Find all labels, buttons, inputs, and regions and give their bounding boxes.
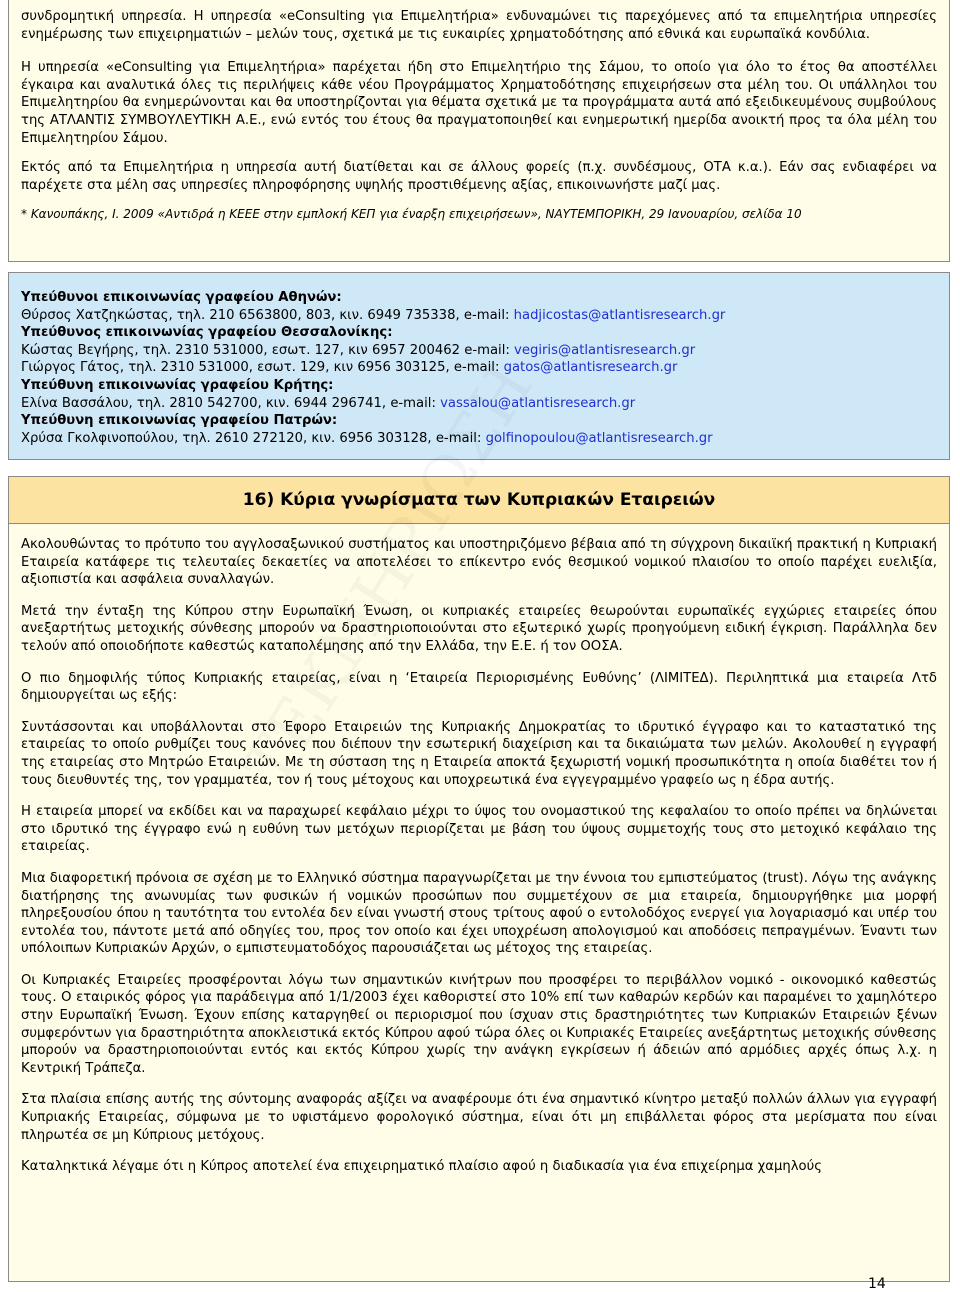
main-paragraph-2: Μετά την ένταξη της Κύπρου στην Ευρωπαϊκή Ένωση, οι κυπριακές εταιρείες θεωρούνται ευρωπαϊκές εγχώριες εταιρείες όπου ανεξαρτήτως μετοχικής σύνθεσης μπορούν να δραστηριοποιούνται στο εξωτερικό χωρίς προηγούμενη ειδική έγκριση. Παράλληλα δεν τελούν από οποιοδήποτε καθεστώς καταπολέμησης από την Ελλάδα, την Ε.Ε. ή τον ΟΟΣΑ. xyxy=(21,603,937,654)
intro-paragraph-1: συνδρομητική υπηρεσία. Η υπηρεσία «eConsulting για Επιμελητήρια» ενδυναμώνει τις παρεχόμενες από τα επιμελητήρια υπηρεσίες ενημέρωσης των επιχειρηματιών – μελών τους, σχετικά με τις ευκαιρίες χρηματοδότησης από εθνικά και ευρωπαϊκά κονδύλια. xyxy=(21,9,937,42)
thessaloniki-email-link-1[interactable]: vegiris@atlantisresearch.gr xyxy=(514,342,696,358)
athens-heading: Υπεύθυνοι επικοινωνίας γραφείου Αθηνών: xyxy=(21,290,342,305)
thessaloniki-contact-1: Κώστας Βεγήρης, τηλ. 2310 531000, εσωτ. 127, κιν 6957 200462 e-mail: xyxy=(21,342,515,358)
athens-contact: Θύρσος Χατζηκώστας, τηλ. 210 6563800, 803, κιν. 6949 735338, e-mail: xyxy=(21,307,514,323)
crete-contact: Ελίνα Βασσάλου, τηλ. 2810 542700, κιν. 6944 296741, e-mail: xyxy=(21,395,441,411)
crete-email-link[interactable]: vassalou@atlantisresearch.gr xyxy=(440,395,636,411)
section-title-bar xyxy=(8,476,950,524)
contacts-panel xyxy=(8,272,950,460)
main-paragraph-1: Ακολουθώντας το πρότυπο του αγγλοσαξωνικού συστήματος και υποστηριζόμενο βέβαια από τη σύγχρονη δικαιϊκή πρακτική η Κυπριακή Εταιρεία κατάφερε τις τελευταίες δεκαετίες να αποτελέσει το επίκεντρο ενός θεσμικού νομικού πλαισίου το οποίο παρέχει ευελιξία, αξιοπιστία και ασφάλεια συναλλαγών. xyxy=(21,537,937,588)
intro-paragraph-2: Η υπηρεσία «eConsulting για Επιμελητήρια» παρέχεται ήδη στο Επιμελητήριο της Σάμου, το οποίο για όλο το έτος θα αποστέλλει έγκαιρα και αναλυτικά όλες τις περιλήψεις κάθε νέου Προγράμματος Χρηματοδότησης επιχειρήσεων στα μέλη του. Οι υπάλληλοι του Επιμελητηρίου θα ενημερώνονται και θα υποστηρίζονται για θέματα σχετικά με τα προγράμματα αυτά από εξειδικευμένους συμβούλους της ΑΤΛΑΝΤΙΣ ΣΥΜΒΟΥΛΕΥΤΙΚΗ Α.Ε., ενώ εντός του έτους θα πραγματοποιηθεί και ενημερωτική ημερίδα ανοικτή προς τα όλα μέλη του Επιμελητηρίου Σάμου. xyxy=(21,60,937,146)
intro-panel xyxy=(8,0,950,262)
page-number: 14 xyxy=(868,1276,886,1292)
athens-email-link[interactable]: hadjicostas@atlantisresearch.gr xyxy=(513,307,726,323)
thessaloniki-email-link-2[interactable]: gatos@atlantisresearch.gr xyxy=(503,360,678,376)
thessaloniki-heading: Υπεύθυνος επικοινωνίας γραφείου Θεσσαλονίκης: xyxy=(21,325,393,341)
main-paragraph-4: Συντάσσονται και υποβάλλονται στο Έφορο Εταιρειών της Κυπριακής Δημοκρατίας το ιδρυτικό έγγραφο και το καταστατικό της εταιρείας το οποίο ρυθμίζει τους κανόνες που διέπουν την εσωτερική διαχείριση και τα δικαιώματα των μελών. Ακολουθεί η εγγραφή της εταιρείας στο Μητρώο Εταιρειών. Με τη σύσταση της η Εταιρεία αποκτά ξεχωριστή νομική προσωπικότητα η οποία διαθέτει τον ή τους διευθυντές της, τον γραμματέα, τον ή τους μέτοχους και υποχρεωτικά ένα εγγεγραμμένο γραφείο ως η έδρα αυτής. xyxy=(21,719,937,788)
main-paragraph-6: Μια διαφορετική πρόνοια σε σχέση με το Ελληνικό σύστημα παραγνωρίζεται με την έννοια του εμπιστεύματος (trust). Λόγω της ανάγκης διατήρησης της ανωνυμίας των φυσικών ή νομικών προσώπων που συμμετέχουν σε μια εταιρεία, δημιουργήθηκε μια μορφή πληρεξουσίου όπου η ταυτότητα του εντολέα δεν είναι γνωστή στους τρίτους αφού ο εντολοδόχος ενεργεί για λογαριασμό και υπέρ του εντολέα του, πάντοτε μετά από οδηγίες του, προς τον οποίο και έχει υποχρέωση απολογισμού και αποδόσεις πεπραγμένων. Έναντι των υπόλοιπων Κυπριακών Αρχών, ο εμπιστευματοδόχος παρουσιάζεται ως μέτοχος της εταιρείας. xyxy=(21,870,937,957)
intro-paragraph-3: Εκτός από τα Επιμελητήρια η υπηρεσία αυτή διατίθεται και σε άλλους φορείς (π.χ. συνδέσμους, ΟΤΑ κ.α.). Εάν σας ενδιαφέρει να παρέχετε στα μέλη σας υπηρεσίες πληροφόρησης υψηλής προστιθέμενης αξίας, επικοινωνήστε μαζί μας. xyxy=(21,160,937,193)
main-paragraph-8: Στα πλαίσια επίσης αυτής της σύντομης αναφοράς αξίζει να αναφέρουμε ότι ένα σημαντικό κίνητρο μεταξύ πολλών άλλων για εγγραφή Κυπριακής Εταιρείας, σύμφωνα με το υφιστάμενο φορολογικό σύστημα, είναι ότι μη επιβάλλεται φόρος στα μερίσματα που είναι πληρωτέα σε μη Κύπριους μετόχους. xyxy=(21,1092,937,1143)
section-title: 16) Κύρια γνωρίσματα των Κυπριακών Εταιρειών xyxy=(242,490,716,510)
patras-heading: Υπεύθυνη επικοινωνίας γραφείου Πατρών: xyxy=(21,413,338,429)
thessaloniki-contact-2: Γιώργος Γάτος, τηλ. 2310 531000, εσωτ. 129, κιν 6956 303125, e-mail: xyxy=(21,360,504,376)
main-content-panel xyxy=(8,524,950,1282)
main-paragraph-5: Η εταιρεία μπορεί να εκδίδει και να παραχωρεί κεφάλαιο μέχρι το ύψος του ονομαστικού της κεφαλαίου το οποίο πρέπει να δηλώνεται στο ιδρυτικό της έγγραφο ενώ η ευθύνη των μετόχων περιορίζεται με βάση του ύψους συμμετοχής τους στο μετοχικό κεφάλαιο της εταιρείας. xyxy=(21,804,937,855)
patras-contact: Χρύσα Γκολφινοπούλου, τηλ. 2610 272120, κιν. 6956 303128, e-mail: xyxy=(21,430,486,446)
main-paragraph-7: Οι Κυπριακές Εταιρείες προσφέρονται λόγω των σημαντικών κινήτρων που προσφέρει το περιβάλλον νομικό - οικονομικό καθεστώς τους. Ο εταιρικός φόρος για παράδειγμα από 1/1/2003 έχει καθοριστεί στο 10% επί των καθαρών κερδών και παραμένει το χαμηλότερο στην Ευρωπαϊκή Ένωση. Έχουν επίσης καταργηθεί οι περιορισμοί που ίσχυαν στις δραστηριότητες των Κυπριακών Εταιρειών ξένων συμφερόντων για δραστηριότητα αποκλειστικά εκτός Κύπρου αφού τώρα όλες οι Κυπριακές Εταιρείες ανεξάρτητως μετοχικής σύνθεσης μπορούν να δραστηριοποιούνται εντός και εκτός Κύπρου χωρίς την ανάγκη εγκρίσεων ή άδειών από αρμόδιες αρχές όπως λ.χ. η Κεντρική Τράπεζα. xyxy=(21,972,937,1076)
patras-email-link[interactable]: golfinopoulou@atlantisresearch.gr xyxy=(485,430,713,446)
footnote-reference: * Κανουπάκης, Ι. 2009 «Αντιδρά η ΚΕΕΕ στην εμπλοκή ΚΕΠ για έναρξη επιχειρήσεων», ΝΑΥΤΕΜΠΟΡΙΚΗ, 29 Ιανουαρίου, σελίδα 10 xyxy=(21,207,802,222)
main-paragraph-3: Ο πιο δημοφιλής τύπος Κυπριακής εταιρείας, είναι η ‘Εταιρεία Περιορισμένης Ευθύνης’ (ΛΙΜΙΤΕΔ). Περιληπτικά μια εταιρεία Λτδ δημιουργείται ως εξής: xyxy=(21,670,937,704)
main-paragraph-9: Καταληκτικά λέγαμε ότι η Κύπρος αποτελεί ένα επιχειρηματικό πλαίσιο αφού η διαδικασία για ένα επιχείρημα χαμηλούς xyxy=(21,1159,822,1175)
crete-heading: Υπεύθυνη επικοινωνίας γραφείου Κρήτης: xyxy=(21,377,334,393)
